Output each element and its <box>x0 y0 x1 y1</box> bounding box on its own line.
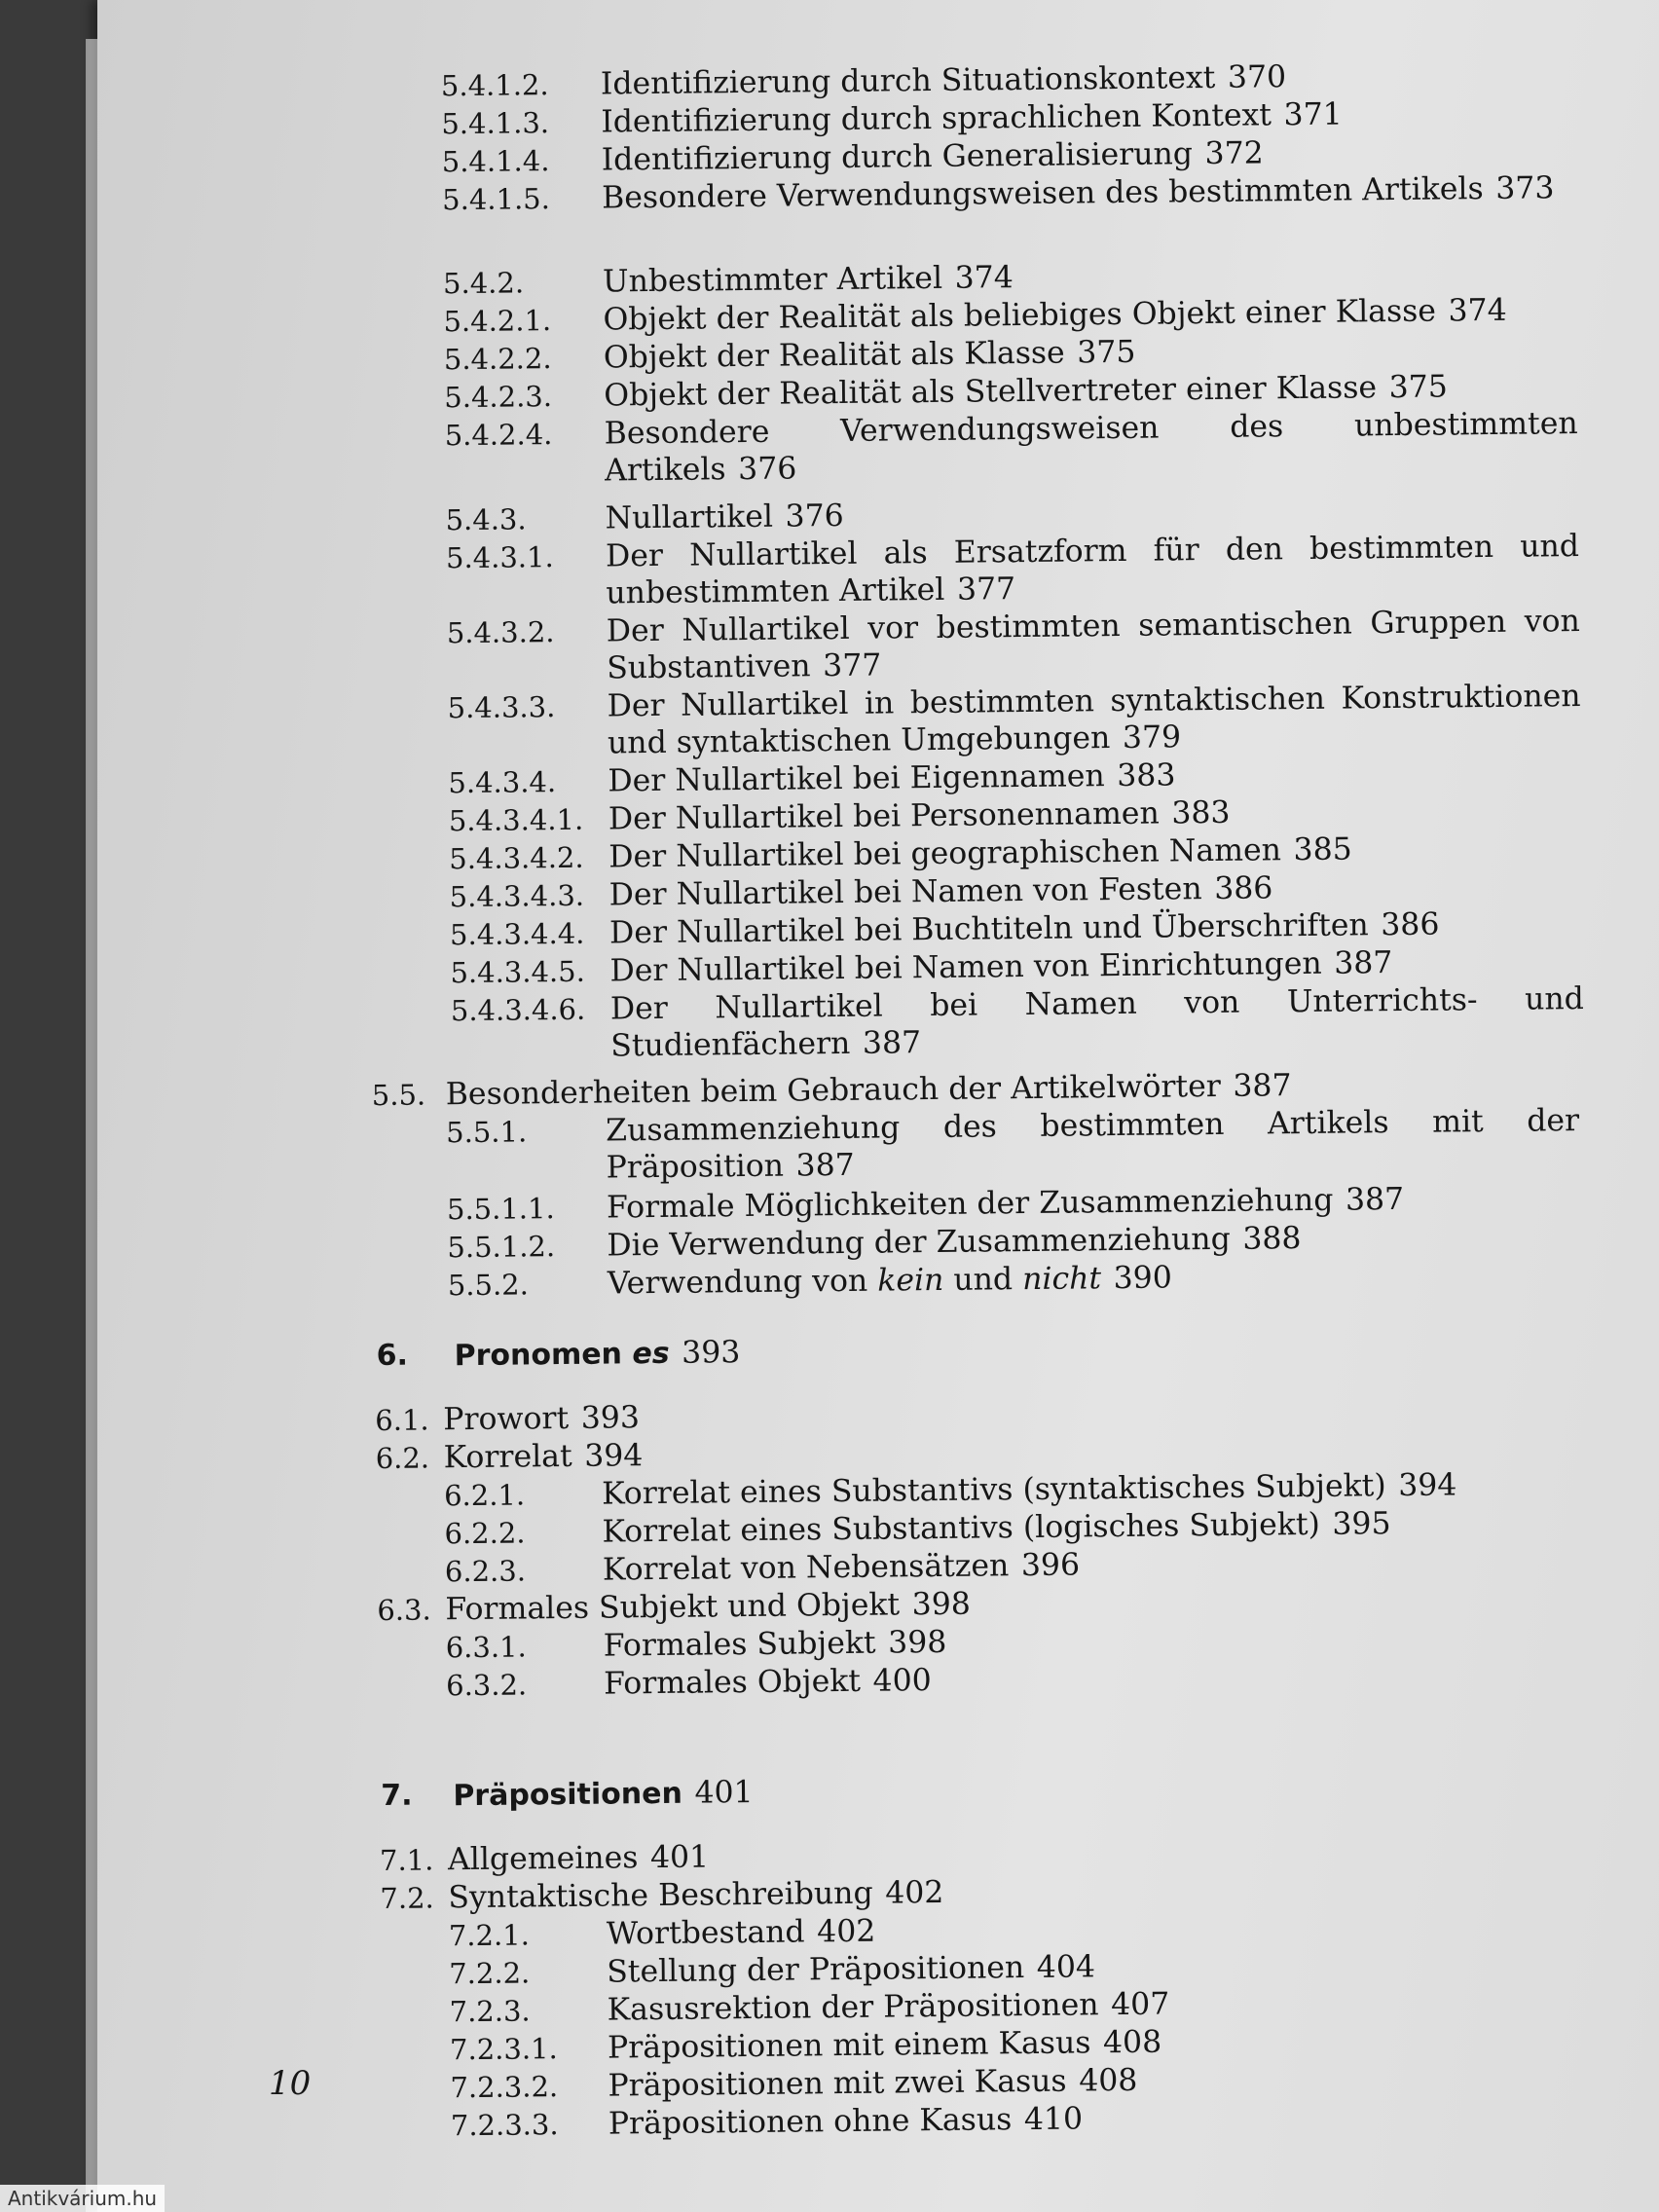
section-number: 6.3.1. <box>445 1630 527 1665</box>
section-number: 6.2. <box>375 1441 430 1476</box>
section-title: Allgemeines 401 <box>447 1839 710 1878</box>
page-number: 396 <box>1020 1547 1081 1584</box>
section-number: 6.3.2. <box>445 1668 528 1703</box>
section-title: Identifizierung durch Situationskontext 370 <box>600 59 1287 102</box>
section-title: Formale Möglichkeiten der Zusammenziehung 387 <box>606 1181 1405 1226</box>
page-number: 398 <box>911 1586 972 1623</box>
section-number: 5.5.1.2. <box>447 1230 556 1265</box>
page-number: 387 <box>862 1025 922 1061</box>
section-title: Die Verwendung der Zusammenziehung 388 <box>607 1221 1302 1264</box>
page-number: 376 <box>738 451 797 488</box>
section-number: 6.2.2. <box>444 1516 526 1551</box>
page-number: 404 <box>1036 1949 1096 1985</box>
section-number: 5.5.1. <box>446 1115 528 1150</box>
section-title: Der Nullartikel als Ersatzform für den bestimmten und unbestimmten Artikel 377 <box>605 529 1580 611</box>
section-title: Identifizierung durch sprachlichen Kontext 371 <box>601 96 1343 140</box>
page-number: 372 <box>1204 135 1264 172</box>
page-number: 386 <box>1381 906 1440 943</box>
section-number: 7.2.3. <box>449 1994 531 2029</box>
section-number: 5.4.1.4. <box>441 144 550 179</box>
chapter-number: 6. <box>376 1338 409 1374</box>
page-number: 377 <box>823 647 882 684</box>
section-number: 5.4.1.3. <box>441 106 550 141</box>
page-number: 410 <box>1023 2101 1084 2138</box>
page-number: 388 <box>1242 1221 1302 1257</box>
section-title: Nullartikel 376 <box>605 498 844 536</box>
section-number: 5.4.3.4. <box>448 765 557 800</box>
section-title: Objekt der Realität als Stellvertreter einer Klasse 375 <box>604 369 1448 414</box>
section-title: Der Nullartikel bei Namen von Unterrichts- und Studienfächern 387 <box>609 981 1585 1064</box>
section-number: 5.4.2. <box>442 266 525 301</box>
page-number: 375 <box>1077 334 1136 371</box>
page-number: 376 <box>785 498 844 535</box>
section-title: Verwendung von kein und nicht 390 <box>607 1260 1172 1302</box>
section-number: 7.2.3.2. <box>450 2070 559 2105</box>
section-number: 5.4.3.2. <box>446 615 555 650</box>
section-number: 5.5.2. <box>447 1268 530 1303</box>
section-title: Der Nullartikel bei Namen von Festen 386 <box>608 870 1273 913</box>
page-number: 400 <box>872 1663 932 1699</box>
section-title: Objekt der Realität als beliebiges Objekt einer Klasse 374 <box>603 292 1507 338</box>
section-number: 5.4.3.1. <box>445 540 554 575</box>
section-title: Korrelat 394 <box>443 1438 644 1476</box>
section-number: 5.4.3.4.1. <box>448 802 584 838</box>
section-title: Objekt der Realität als Klasse 375 <box>603 334 1136 376</box>
page-number: 408 <box>1079 2062 1138 2099</box>
section-number: 5.4.3.4.4. <box>449 916 585 952</box>
section-number: 7.2.2. <box>449 1956 531 1991</box>
section-number: 5.4.2.2. <box>443 342 552 377</box>
section-number: 7.2.1. <box>448 1918 531 1953</box>
watermark: Antikvárium.hu <box>0 2185 165 2212</box>
section-title: Kasusrektion der Präpositionen 407 <box>607 1986 1170 2028</box>
section-title: Der Nullartikel in bestimmten syntaktischen Konstruktionen und syntaktischen Umgebungen 379 <box>607 679 1581 761</box>
page-number: 386 <box>1214 870 1273 906</box>
section-title: Identifizierung durch Generalisierung 372 <box>601 135 1264 178</box>
section-number: 7.1. <box>379 1843 434 1878</box>
page-number: 390 <box>1113 1260 1172 1297</box>
section-title: Formales Subjekt 398 <box>603 1624 947 1664</box>
section-title: Korrelat eines Substantivs (syntaktisches Subjekt) 394 <box>601 1467 1457 1512</box>
page-number: 374 <box>1448 292 1507 329</box>
section-title: Besonderheiten beim Gebrauch der Artikelwörter 387 <box>445 1068 1292 1113</box>
page-number: 383 <box>1171 794 1231 831</box>
page-number: 395 <box>1332 1506 1391 1542</box>
page-number: 401 <box>649 1839 710 1876</box>
page-number: 387 <box>1345 1181 1405 1218</box>
page-number: 373 <box>1495 170 1555 206</box>
section-number: 5.4.2.1. <box>443 304 552 339</box>
page-number: 393 <box>681 1335 741 1371</box>
section-title: Korrelat eines Substantivs (logisches Subjekt) 395 <box>602 1506 1391 1550</box>
page-number: 387 <box>1233 1068 1292 1104</box>
section-title: Präpositionen ohne Kasus 410 <box>608 2101 1084 2142</box>
page-number: 371 <box>1283 96 1343 133</box>
section-number: 5.4.3. <box>445 502 527 537</box>
section-number: 6.3. <box>377 1593 431 1628</box>
section-number: 5.5.1.1. <box>446 1192 555 1227</box>
section-title: Präpositionen mit einem Kasus 408 <box>607 2024 1162 2066</box>
section-title: Der Nullartikel bei geographischen Namen 385 <box>608 831 1352 875</box>
section-number: 7.2. <box>380 1881 434 1916</box>
page-number: 398 <box>888 1624 947 1661</box>
section-title: Besondere Verwendungsweisen des bestimmten Artikels 373 <box>601 170 1555 216</box>
page-number: 385 <box>1293 831 1352 868</box>
page-number: 408 <box>1102 2024 1162 2061</box>
page-number: 394 <box>1398 1467 1457 1504</box>
chapter-title: Präpositionen 401 <box>453 1775 754 1814</box>
section-title: Syntaktische Beschreibung 402 <box>448 1874 944 1916</box>
section-title: Der Nullartikel vor bestimmten semantischen Gruppen von Substantiven 377 <box>606 604 1580 686</box>
page-number: 387 <box>1334 945 1393 981</box>
page-number: 394 <box>584 1438 644 1474</box>
section-title: Unbestimmter Artikel 374 <box>602 260 1014 300</box>
section-number: 5.4.2.3. <box>444 380 553 415</box>
page-number: 402 <box>885 1874 944 1911</box>
section-number: 5.4.3.4.2. <box>449 840 584 876</box>
section-number: 5.4.1.5. <box>441 182 551 217</box>
page-number: 383 <box>1117 757 1176 794</box>
section-number: 7.2.3.3. <box>450 2108 559 2143</box>
section-title: Formales Subjekt und Objekt 398 <box>445 1586 972 1628</box>
page-number: 407 <box>1110 1986 1170 2023</box>
section-number: 5.4.3.4.6. <box>450 992 586 1028</box>
section-title: Besondere Verwendungsweisen des unbestimmten Artikels 376 <box>604 406 1578 489</box>
page-number: 402 <box>817 1913 876 1950</box>
section-title: Präpositionen mit zwei Kasus 408 <box>608 2062 1138 2104</box>
section-title: Der Nullartikel bei Buchtiteln und Überschriften 386 <box>608 906 1440 951</box>
page-number: 377 <box>956 571 1016 608</box>
page-number: 379 <box>1122 719 1182 756</box>
section-number: 5.5. <box>371 1078 426 1113</box>
section-number: 6.2.3. <box>444 1554 527 1589</box>
section-title: Der Nullartikel bei Namen von Einrichtungen 387 <box>609 945 1393 989</box>
page-number: 387 <box>795 1147 855 1184</box>
section-number: 5.4.3.4.5. <box>450 954 586 990</box>
page-number: 374 <box>954 260 1014 296</box>
page-number: 370 <box>1227 59 1287 95</box>
page-number: 401 <box>694 1775 754 1811</box>
section-title: Zusammenziehung des bestimmten Artikels mit der Präposition 387 <box>606 1103 1580 1186</box>
section-title: Der Nullartikel bei Personennamen 383 <box>608 794 1231 837</box>
section-number: 5.4.1.2. <box>440 68 549 103</box>
section-title: Prowort 393 <box>443 1400 641 1438</box>
section-title: Stellung der Präpositionen 404 <box>607 1949 1096 1990</box>
section-number: 6.2.1. <box>443 1478 526 1513</box>
page-folio: 10 <box>269 2064 312 2103</box>
section-number: 5.4.3.3. <box>447 690 556 725</box>
section-number: 6.1. <box>375 1403 429 1438</box>
section-number: 5.4.3.4.3. <box>449 878 585 914</box>
section-number: 7.2.3.1. <box>449 2032 558 2067</box>
page-number: 375 <box>1388 369 1448 406</box>
section-title: Formales Objekt 400 <box>603 1663 932 1702</box>
chapter-number: 7. <box>381 1778 413 1814</box>
section-title: Wortbestand 402 <box>606 1913 876 1952</box>
page-number: 393 <box>580 1400 641 1436</box>
chapter-title: Pronomen es 393 <box>454 1335 741 1374</box>
section-title: Korrelat von Nebensätzen 396 <box>602 1547 1081 1588</box>
section-title: Der Nullartikel bei Eigennamen 383 <box>608 757 1176 799</box>
section-number: 5.4.2.4. <box>444 418 553 453</box>
